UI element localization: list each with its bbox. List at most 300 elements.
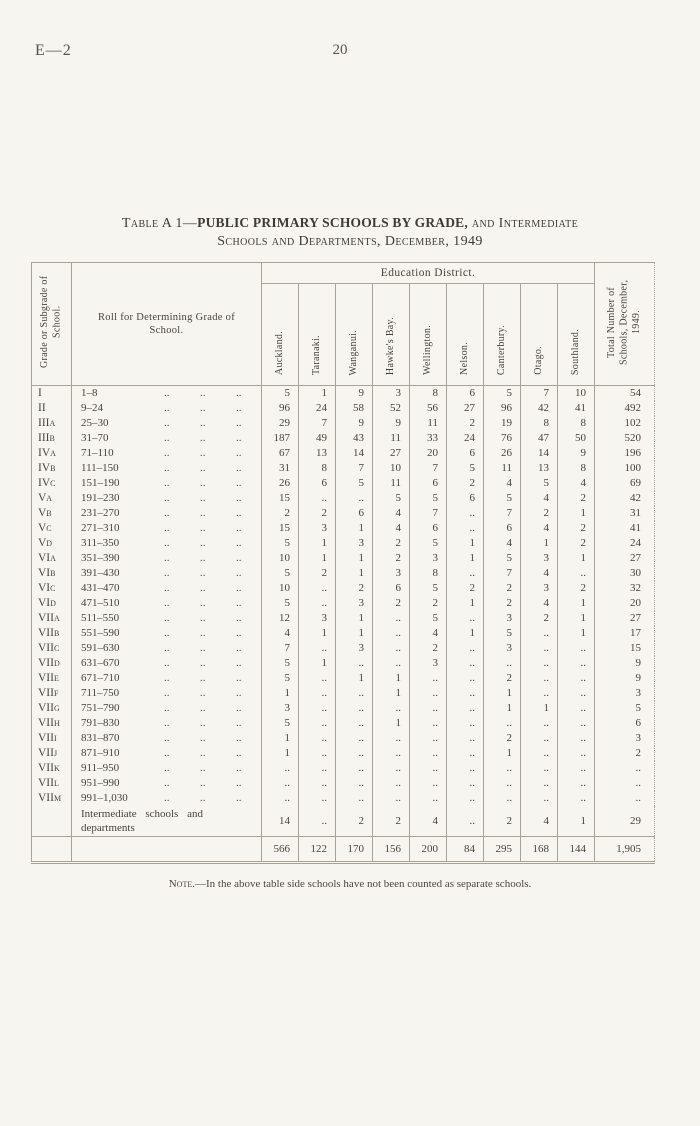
value-cell: 8 bbox=[558, 416, 595, 431]
row-total-cell: 2 bbox=[595, 746, 655, 761]
value-cell: 11 bbox=[484, 461, 521, 476]
value-cell: .. bbox=[336, 701, 373, 716]
value-cell: 20 bbox=[410, 446, 447, 461]
education-district-group-header: Education District. bbox=[262, 263, 595, 284]
value-cell: 41 bbox=[558, 401, 595, 416]
value-cell: 5 bbox=[262, 386, 299, 402]
value-cell: 3 bbox=[373, 566, 410, 581]
value-cell: 4 bbox=[521, 521, 558, 536]
value-cell: .. bbox=[447, 761, 484, 776]
column-total-cell: 122 bbox=[299, 837, 336, 863]
district-header-text: Wanganui. bbox=[347, 329, 359, 375]
leader-dots: .. bbox=[164, 777, 170, 789]
value-cell: .. bbox=[336, 776, 373, 791]
column-total-cell: 84 bbox=[447, 837, 484, 863]
value-cell: .. bbox=[262, 791, 299, 806]
value-cell: 1 bbox=[484, 686, 521, 701]
value-cell: 4 bbox=[521, 806, 558, 837]
roll-range: 711–750 bbox=[81, 687, 120, 699]
leader-dots: .. bbox=[164, 762, 170, 774]
roll-cell bbox=[72, 791, 262, 806]
district-header-text: Nelson. bbox=[458, 342, 470, 375]
value-cell: .. bbox=[484, 656, 521, 671]
roll-cell bbox=[72, 581, 262, 596]
row-total-cell: 3 bbox=[595, 686, 655, 701]
value-cell: .. bbox=[558, 761, 595, 776]
value-cell: 3 bbox=[484, 611, 521, 626]
leader-dots: .. bbox=[200, 387, 206, 399]
roll-cell bbox=[72, 551, 262, 566]
row-total-cell: 54 bbox=[595, 386, 655, 402]
value-cell: 2 bbox=[484, 596, 521, 611]
value-cell: 3 bbox=[484, 641, 521, 656]
value-cell: .. bbox=[336, 491, 373, 506]
value-cell: 7 bbox=[484, 566, 521, 581]
leader-dots: .. bbox=[164, 672, 170, 684]
value-cell: 7 bbox=[336, 461, 373, 476]
leader-dots: .. bbox=[164, 447, 170, 459]
row-total-cell: 30 bbox=[595, 566, 655, 581]
value-cell: 6 bbox=[447, 446, 484, 461]
note-prefix: Note. bbox=[168, 878, 195, 890]
grade-cell: VIIk bbox=[32, 761, 72, 776]
roll-cell bbox=[72, 761, 262, 776]
roll-range: 1–8 bbox=[81, 387, 98, 399]
leader-dots: .. bbox=[164, 597, 170, 609]
value-cell: 2 bbox=[558, 581, 595, 596]
roll-cell bbox=[72, 776, 262, 791]
value-cell: 5 bbox=[373, 491, 410, 506]
value-cell: 2 bbox=[558, 521, 595, 536]
roll-cell bbox=[72, 536, 262, 551]
value-cell: 7 bbox=[484, 506, 521, 521]
leader-dots: .. bbox=[200, 747, 206, 759]
value-cell: 29 bbox=[262, 416, 299, 431]
leader-dots: .. bbox=[164, 567, 170, 579]
header-row-1 bbox=[32, 263, 655, 284]
leader-dots: .. bbox=[236, 387, 242, 399]
value-cell: .. bbox=[410, 671, 447, 686]
roll-cell bbox=[72, 401, 262, 416]
grade-row bbox=[32, 671, 655, 686]
value-cell: .. bbox=[447, 611, 484, 626]
value-cell: 1 bbox=[336, 551, 373, 566]
grade-cell: I bbox=[32, 386, 72, 402]
value-cell: 2 bbox=[484, 731, 521, 746]
value-cell: .. bbox=[373, 611, 410, 626]
value-cell: .. bbox=[521, 776, 558, 791]
value-cell: 4 bbox=[410, 806, 447, 837]
grade-row bbox=[32, 701, 655, 716]
grade-cell: VIIf bbox=[32, 686, 72, 701]
value-cell: 1 bbox=[336, 521, 373, 536]
value-cell: 67 bbox=[262, 446, 299, 461]
value-cell: 13 bbox=[521, 461, 558, 476]
value-cell: .. bbox=[299, 581, 336, 596]
value-cell: 6 bbox=[447, 491, 484, 506]
value-cell: 96 bbox=[262, 401, 299, 416]
grade-row bbox=[32, 446, 655, 461]
grade-row bbox=[32, 416, 655, 431]
row-total-cell: .. bbox=[595, 791, 655, 806]
value-cell: 1 bbox=[262, 746, 299, 761]
value-cell: .. bbox=[410, 791, 447, 806]
roll-cell bbox=[72, 461, 262, 476]
leader-dots: .. bbox=[164, 432, 170, 444]
value-cell: 14 bbox=[262, 806, 299, 837]
value-cell: 26 bbox=[484, 446, 521, 461]
value-cell: 2 bbox=[410, 596, 447, 611]
row-total-cell: 102 bbox=[595, 416, 655, 431]
value-cell: 7 bbox=[410, 461, 447, 476]
value-cell: .. bbox=[558, 776, 595, 791]
value-cell: 12 bbox=[262, 611, 299, 626]
value-cell: 6 bbox=[373, 581, 410, 596]
leader-dots: .. bbox=[200, 657, 206, 669]
grade-row bbox=[32, 461, 655, 476]
grade-cell: Vd bbox=[32, 536, 72, 551]
value-cell: .. bbox=[373, 701, 410, 716]
value-cell: 3 bbox=[521, 551, 558, 566]
leader-dots: .. bbox=[236, 597, 242, 609]
grade-column-header bbox=[32, 263, 72, 386]
value-cell: 43 bbox=[336, 431, 373, 446]
row-total-cell: 27 bbox=[595, 611, 655, 626]
leader-dots: .. bbox=[164, 612, 170, 624]
grade-cell: VIIc bbox=[32, 641, 72, 656]
roll-range: 591–630 bbox=[81, 642, 120, 654]
value-cell: .. bbox=[336, 716, 373, 731]
district-header bbox=[299, 284, 336, 386]
value-cell: 1 bbox=[558, 611, 595, 626]
value-cell: 4 bbox=[521, 566, 558, 581]
grade-cell: Va bbox=[32, 491, 72, 506]
column-total-cell: 200 bbox=[410, 837, 447, 863]
value-cell: .. bbox=[521, 686, 558, 701]
grade-row bbox=[32, 746, 655, 761]
value-cell: 5 bbox=[410, 491, 447, 506]
value-cell: .. bbox=[262, 761, 299, 776]
leader-dots: .. bbox=[236, 717, 242, 729]
value-cell: 1 bbox=[558, 626, 595, 641]
grade-cell: Vc bbox=[32, 521, 72, 536]
grade-row bbox=[32, 596, 655, 611]
grade-cell: VIIj bbox=[32, 746, 72, 761]
roll-range: 391–430 bbox=[81, 567, 120, 579]
roll-range: 351–390 bbox=[81, 552, 120, 564]
value-cell: 2 bbox=[410, 641, 447, 656]
grade-cell: VIa bbox=[32, 551, 72, 566]
roll-range: 31–70 bbox=[81, 432, 109, 444]
roll-range: 671–710 bbox=[81, 672, 120, 684]
value-cell: 9 bbox=[336, 386, 373, 402]
value-cell: 2 bbox=[299, 566, 336, 581]
leader-dots: .. bbox=[236, 642, 242, 654]
leader-dots: .. bbox=[236, 552, 242, 564]
leader-dots: .. bbox=[200, 447, 206, 459]
totals-row bbox=[32, 837, 655, 863]
leader-dots: .. bbox=[236, 702, 242, 714]
grade-row bbox=[32, 731, 655, 746]
roll-cell bbox=[72, 686, 262, 701]
value-cell: 1 bbox=[336, 611, 373, 626]
value-cell: 5 bbox=[336, 476, 373, 491]
value-cell: 1 bbox=[521, 536, 558, 551]
row-total-cell: .. bbox=[595, 761, 655, 776]
grade-cell: IVa bbox=[32, 446, 72, 461]
value-cell: .. bbox=[373, 791, 410, 806]
roll-range: 431–470 bbox=[81, 582, 120, 594]
value-cell: 58 bbox=[336, 401, 373, 416]
value-cell: .. bbox=[447, 731, 484, 746]
value-cell: .. bbox=[484, 791, 521, 806]
value-cell: 8 bbox=[521, 416, 558, 431]
value-cell: 3 bbox=[521, 581, 558, 596]
leader-dots: .. bbox=[164, 687, 170, 699]
roll-cell bbox=[72, 416, 262, 431]
value-cell: 1 bbox=[299, 536, 336, 551]
value-cell: 11 bbox=[373, 476, 410, 491]
district-header-text: Canterbury. bbox=[495, 324, 507, 375]
roll-range: 151–190 bbox=[81, 477, 120, 489]
value-cell: .. bbox=[373, 761, 410, 776]
value-cell: 96 bbox=[484, 401, 521, 416]
value-cell: .. bbox=[373, 746, 410, 761]
roll-range: 871–910 bbox=[81, 747, 120, 759]
leader-dots: .. bbox=[236, 582, 242, 594]
grade-row bbox=[32, 521, 655, 536]
page-header bbox=[0, 42, 700, 62]
value-cell: 7 bbox=[262, 641, 299, 656]
leader-dots: .. bbox=[200, 717, 206, 729]
leader-dots: .. bbox=[200, 672, 206, 684]
leader-dots: .. bbox=[200, 642, 206, 654]
leader-dots: .. bbox=[236, 492, 242, 504]
value-cell: .. bbox=[373, 776, 410, 791]
roll-cell bbox=[72, 386, 262, 402]
leader-dots: .. bbox=[164, 627, 170, 639]
value-cell: 1 bbox=[299, 386, 336, 402]
value-cell: 3 bbox=[262, 701, 299, 716]
leader-dots: .. bbox=[200, 462, 206, 474]
roll-cell bbox=[72, 491, 262, 506]
intermediate-row bbox=[32, 806, 655, 837]
value-cell: .. bbox=[558, 656, 595, 671]
page-number: 20 bbox=[332, 42, 348, 58]
value-cell: 11 bbox=[410, 416, 447, 431]
leader-dots: .. bbox=[200, 702, 206, 714]
value-cell: .. bbox=[447, 791, 484, 806]
row-total-cell: 29 bbox=[595, 806, 655, 837]
value-cell: .. bbox=[299, 671, 336, 686]
value-cell: .. bbox=[484, 776, 521, 791]
value-cell: 4 bbox=[484, 476, 521, 491]
grade-cell: VIIl bbox=[32, 776, 72, 791]
roll-range: 911–950 bbox=[81, 762, 120, 774]
roll-range: 991–1,030 bbox=[81, 792, 128, 804]
district-header-text: Wellington. bbox=[421, 325, 433, 375]
value-cell: 2 bbox=[447, 476, 484, 491]
value-cell: 5 bbox=[447, 461, 484, 476]
grade-cell bbox=[32, 837, 72, 863]
roll-range: 511–550 bbox=[81, 612, 120, 624]
value-cell: .. bbox=[521, 626, 558, 641]
row-total-cell: 27 bbox=[595, 551, 655, 566]
value-cell: 2 bbox=[558, 491, 595, 506]
value-cell: .. bbox=[447, 806, 484, 837]
roll-range: 951–990 bbox=[81, 777, 120, 789]
column-total-cell: 144 bbox=[558, 837, 595, 863]
leader-dots: .. bbox=[200, 402, 206, 414]
value-cell: .. bbox=[447, 506, 484, 521]
value-cell: .. bbox=[558, 791, 595, 806]
roll-cell bbox=[72, 746, 262, 761]
leader-dots: .. bbox=[164, 747, 170, 759]
value-cell: .. bbox=[447, 566, 484, 581]
leader-dots: .. bbox=[164, 717, 170, 729]
value-cell: 4 bbox=[521, 491, 558, 506]
value-cell: 1 bbox=[373, 671, 410, 686]
column-total-cell: 168 bbox=[521, 837, 558, 863]
district-header bbox=[558, 284, 595, 386]
grade-cell: Vb bbox=[32, 506, 72, 521]
value-cell: 33 bbox=[410, 431, 447, 446]
value-cell: .. bbox=[558, 566, 595, 581]
district-header bbox=[373, 284, 410, 386]
value-cell: .. bbox=[336, 746, 373, 761]
value-cell: .. bbox=[558, 716, 595, 731]
roll-cell bbox=[72, 566, 262, 581]
value-cell: .. bbox=[521, 671, 558, 686]
leader-dots: .. bbox=[236, 747, 242, 759]
value-cell: .. bbox=[373, 641, 410, 656]
roll-cell bbox=[72, 656, 262, 671]
table-title bbox=[30, 214, 670, 251]
value-cell: 2 bbox=[373, 551, 410, 566]
district-header bbox=[262, 284, 299, 386]
leader-dots: .. bbox=[236, 522, 242, 534]
doc-reference: E—2 bbox=[35, 42, 72, 59]
value-cell: .. bbox=[336, 731, 373, 746]
value-cell: .. bbox=[447, 746, 484, 761]
value-cell: 56 bbox=[410, 401, 447, 416]
roll-range: 311–350 bbox=[81, 537, 120, 549]
row-total-cell: 520 bbox=[595, 431, 655, 446]
row-total-cell: 32 bbox=[595, 581, 655, 596]
row-total-cell: 42 bbox=[595, 491, 655, 506]
leader-dots: .. bbox=[200, 552, 206, 564]
value-cell: .. bbox=[521, 641, 558, 656]
value-cell: 5 bbox=[262, 566, 299, 581]
roll-range: 751–790 bbox=[81, 702, 120, 714]
leader-dots: .. bbox=[200, 432, 206, 444]
leader-dots: .. bbox=[164, 582, 170, 594]
roll-cell bbox=[72, 641, 262, 656]
grade-cell: IIIa bbox=[32, 416, 72, 431]
value-cell: 1 bbox=[447, 551, 484, 566]
value-cell: 8 bbox=[410, 386, 447, 402]
value-cell: .. bbox=[299, 746, 336, 761]
value-cell: 5 bbox=[484, 626, 521, 641]
value-cell: .. bbox=[410, 731, 447, 746]
value-cell: .. bbox=[558, 701, 595, 716]
value-cell: 24 bbox=[447, 431, 484, 446]
grade-row bbox=[32, 401, 655, 416]
value-cell: 5 bbox=[484, 551, 521, 566]
roll-cell bbox=[72, 626, 262, 641]
value-cell: .. bbox=[447, 521, 484, 536]
value-cell: 6 bbox=[336, 506, 373, 521]
leader-dots: .. bbox=[236, 672, 242, 684]
value-cell: .. bbox=[558, 686, 595, 701]
value-cell: 10 bbox=[558, 386, 595, 402]
value-cell: 2 bbox=[447, 416, 484, 431]
value-cell: 26 bbox=[262, 476, 299, 491]
value-cell: 3 bbox=[373, 386, 410, 402]
district-header-text: Taranaki. bbox=[310, 334, 322, 375]
value-cell: 6 bbox=[410, 476, 447, 491]
row-total-cell: 5 bbox=[595, 701, 655, 716]
leader-dots: .. bbox=[164, 507, 170, 519]
total-column-header bbox=[595, 263, 655, 386]
value-cell: 1 bbox=[447, 596, 484, 611]
value-cell: .. bbox=[299, 731, 336, 746]
value-cell: 10 bbox=[373, 461, 410, 476]
roll-range: 551–590 bbox=[81, 627, 120, 639]
grade-row bbox=[32, 431, 655, 446]
value-cell: 5 bbox=[410, 581, 447, 596]
district-header bbox=[336, 284, 373, 386]
leader-dots: .. bbox=[164, 522, 170, 534]
leader-dots: .. bbox=[164, 492, 170, 504]
leader-dots: .. bbox=[164, 552, 170, 564]
value-cell: 3 bbox=[336, 641, 373, 656]
value-cell: 42 bbox=[521, 401, 558, 416]
grade-cell: II bbox=[32, 401, 72, 416]
value-cell: 6 bbox=[410, 521, 447, 536]
table-title-line1 bbox=[30, 214, 670, 233]
value-cell: 2 bbox=[484, 671, 521, 686]
value-cell: 49 bbox=[299, 431, 336, 446]
value-cell: 2 bbox=[373, 806, 410, 837]
value-cell: 1 bbox=[299, 656, 336, 671]
district-header bbox=[484, 284, 521, 386]
leader-dots: .. bbox=[200, 612, 206, 624]
grade-row bbox=[32, 581, 655, 596]
leader-dots: .. bbox=[164, 657, 170, 669]
value-cell: 4 bbox=[373, 506, 410, 521]
value-cell: .. bbox=[484, 761, 521, 776]
value-cell: 4 bbox=[521, 596, 558, 611]
value-cell: .. bbox=[410, 701, 447, 716]
value-cell: .. bbox=[521, 656, 558, 671]
leader-dots: .. bbox=[236, 477, 242, 489]
value-cell: 9 bbox=[373, 416, 410, 431]
grade-row bbox=[32, 686, 655, 701]
leader-dots: .. bbox=[164, 537, 170, 549]
value-cell: 10 bbox=[262, 581, 299, 596]
value-cell: .. bbox=[299, 686, 336, 701]
roll-cell bbox=[72, 476, 262, 491]
value-cell: 6 bbox=[447, 386, 484, 402]
value-cell: 1 bbox=[262, 686, 299, 701]
roll-range: 471–510 bbox=[81, 597, 120, 609]
value-cell: 1 bbox=[299, 626, 336, 641]
grade-cell: VIIi bbox=[32, 731, 72, 746]
value-cell: .. bbox=[262, 776, 299, 791]
value-cell: 2 bbox=[521, 506, 558, 521]
roll-cell bbox=[72, 611, 262, 626]
